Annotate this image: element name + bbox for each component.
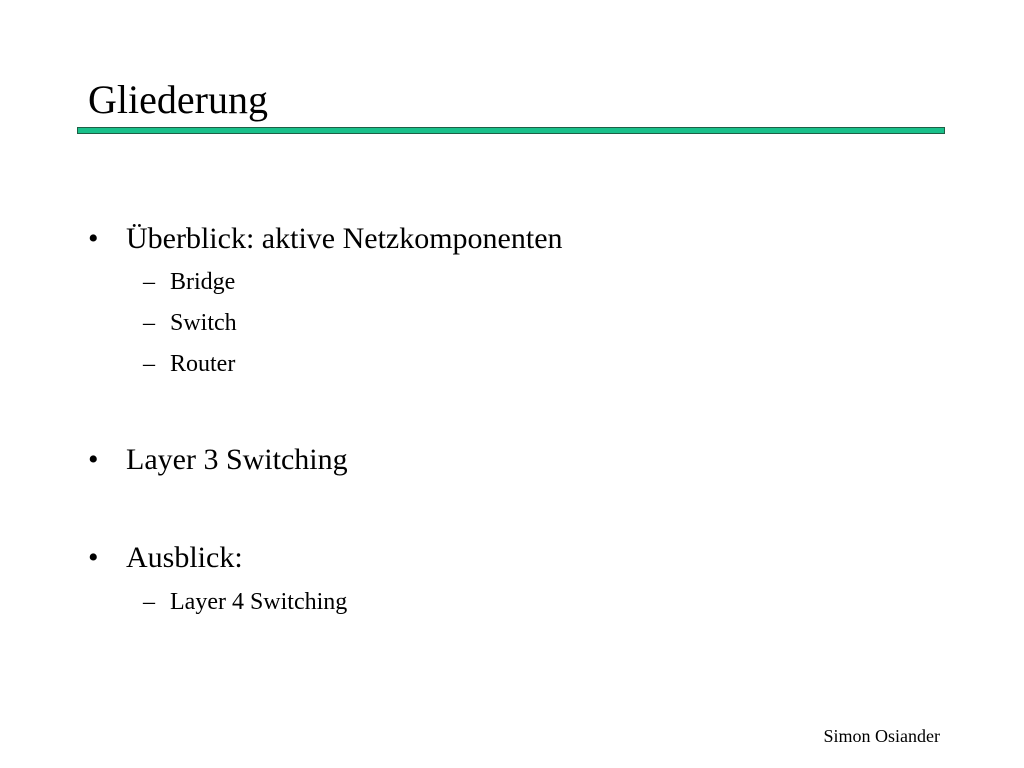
dash-marker: –: [143, 310, 155, 336]
bullet-text: Ausblick:: [126, 541, 243, 574]
slide-footer-author: Simon Osiander: [823, 726, 940, 746]
sub-item-text: Router: [170, 351, 236, 377]
sub-item-switch: [143, 309, 237, 337]
bullet-text: Überblick: aktive Netzkomponenten: [126, 222, 563, 255]
sub-item-bridge: [143, 268, 236, 296]
bullet-item-layer3: [88, 442, 348, 478]
bullet-item-outlook: [88, 540, 243, 576]
bullet-marker: •: [88, 222, 99, 255]
sub-item-layer4: [143, 588, 348, 616]
sub-item-router: [143, 350, 236, 378]
bullet-marker: •: [88, 443, 99, 476]
sub-item-text: Switch: [170, 310, 237, 336]
dash-marker: –: [143, 351, 155, 377]
dash-marker: –: [143, 589, 155, 615]
sub-item-text: Layer 4 Switching: [170, 589, 348, 615]
sub-item-text: Bridge: [170, 269, 236, 295]
title-underline: [77, 127, 945, 134]
bullet-marker: •: [88, 541, 99, 574]
dash-marker: –: [143, 269, 155, 295]
bullet-text: Layer 3 Switching: [126, 443, 348, 476]
slide-title: Gliederung: [88, 77, 268, 122]
bullet-item-overview: [88, 221, 563, 257]
